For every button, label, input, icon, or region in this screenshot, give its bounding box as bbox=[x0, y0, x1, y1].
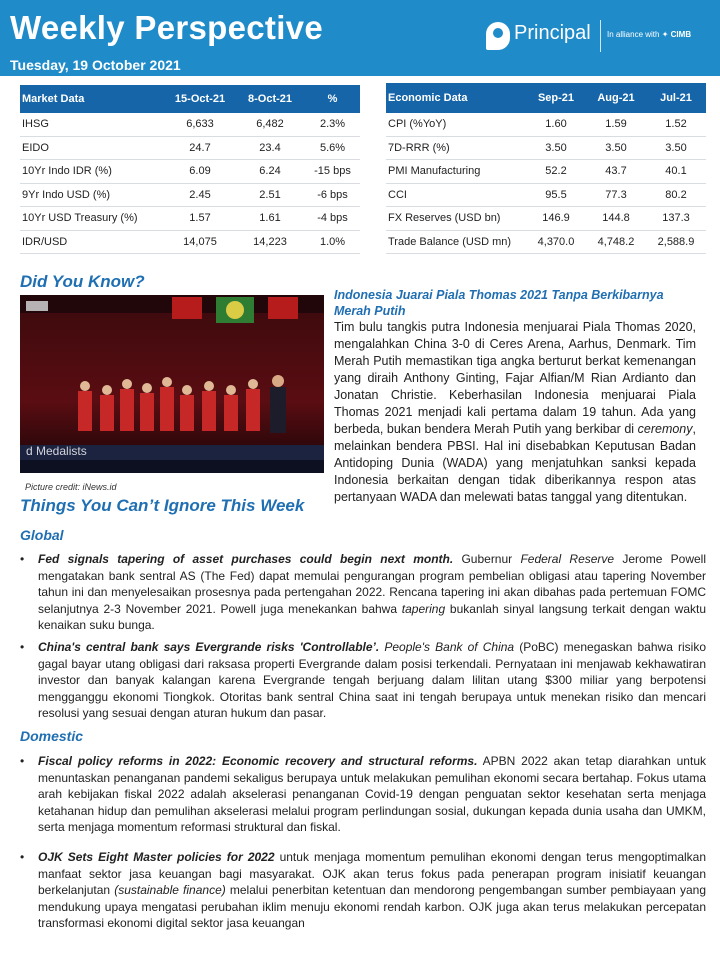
row-label: FX Reserves (USD bn) bbox=[388, 212, 501, 225]
list-item-emphasis: Federal Reserve bbox=[520, 552, 615, 566]
row-value: 77.3 bbox=[605, 188, 627, 201]
row-label: IDR/USD bbox=[22, 235, 68, 248]
logo-alliance-text bbox=[607, 30, 691, 39]
economic-header-label: Economic Data bbox=[388, 92, 468, 104]
row-value: 2.3% bbox=[319, 118, 346, 131]
list-item-text bbox=[38, 551, 706, 634]
row-value: 146.9 bbox=[542, 212, 570, 225]
list-item-emphasis: tapering bbox=[401, 601, 446, 616]
list-item-part: bukanlah sinyal langsung terkait dengan waktu kenaikan suku bunga. bbox=[38, 601, 706, 633]
market-table-header bbox=[20, 85, 360, 113]
row-value: 52.2 bbox=[545, 165, 567, 178]
row-value: 144.8 bbox=[602, 212, 630, 225]
table-row bbox=[20, 113, 360, 137]
page-title: Weekly Perspective bbox=[10, 9, 323, 46]
row-value: 4,370.0 bbox=[537, 235, 575, 248]
table-row bbox=[386, 184, 706, 208]
market-header-col1: 15-Oct-21 bbox=[174, 93, 226, 105]
row-value: 24.7 bbox=[189, 141, 211, 154]
row-value: 6.09 bbox=[189, 165, 211, 178]
photo-credit: Picture credit: iNews.id bbox=[25, 482, 117, 492]
list-item-emphasis: (sustainable finance) bbox=[114, 883, 226, 898]
article-body-part: Tim bulu tangkis putra Indonesia menjuarai Piala Thomas 2020, mengalahkan China 3-0 di Ceres Arena, Aarhus, Denmark. Tim Merah Putih memastikan tiga angka berturut berkat kemenangan yang diraih Anthony Ginting, Fajar Alfian/M Rian Ardianto dan Jonatan Christie. Keberhasilan Indonesia menjuarai Piala Thomas 2021 menjadi kali pertama dalam 19 tahun. Ada yang berbeda, bukan bendera Merah Putih yang berkibar di bbox=[334, 320, 696, 436]
row-value: 2.45 bbox=[189, 188, 211, 201]
row-value: 3.50 bbox=[665, 141, 687, 154]
article-body-part: , melainkan bendera PBSI. Hal ini disebabkan Keputusan Badan Antidoping Dunia (WADA) yang menjatuhkan sanksi kepada Indonesia berkaitan dengan tidak diberikannya respon atas pertanyaan WADA dan melewati batas tanggal yang ditentukan. bbox=[334, 422, 696, 504]
table-row bbox=[20, 184, 360, 208]
bullet-icon: • bbox=[20, 552, 25, 566]
list-item-text bbox=[38, 639, 706, 722]
list-item-part: untuk menjaga momentum pemulihan ekonomi dengan terus mengoptimalkan manfaat sektor jasa keuangan bagi masyarakat. OJK akan terus fokus pada penerapan program inisiatif keuangan berkelanjutan bbox=[38, 850, 707, 898]
things-heading: Things You Can’t Ignore This Week bbox=[20, 496, 305, 515]
row-value: 3.50 bbox=[545, 141, 567, 154]
economic-table-header bbox=[386, 83, 706, 113]
ceremony-illustration bbox=[20, 295, 324, 473]
table-row bbox=[386, 160, 706, 184]
list-item-lead: Fiscal policy reforms in 2022: Economic recovery and structural reforms. bbox=[38, 754, 478, 768]
row-value: -4 bps bbox=[317, 212, 348, 225]
table-row bbox=[20, 207, 360, 231]
list-item bbox=[20, 551, 706, 634]
domestic-subheading: Domestic bbox=[20, 728, 84, 744]
publication-date: Tuesday, 19 October 2021 bbox=[10, 57, 181, 73]
market-header-col2: 8-Oct-21 bbox=[247, 93, 293, 105]
row-value: 2.51 bbox=[259, 188, 281, 201]
list-item-emphasis: People's Bank of China bbox=[384, 640, 515, 654]
list-item-part: Gubernur bbox=[453, 552, 521, 566]
row-value: 1.60 bbox=[545, 118, 567, 131]
row-value: 4,748.2 bbox=[597, 235, 635, 248]
table-row bbox=[20, 160, 360, 184]
list-item-part: (PoBC) menegaskan bahwa risiko gagal bayar utang obligasi dari raksasa properti Evergrande dalam posisi terkendali. Pernyataan ini menjawab kekhawatiran investor dan banyak kalangan karena Evergrande tengah berjuang dalam lilitan utang $300 miliar yang berpotensi mengganggu ekonomi Tiongkok. Otoritas bank sentral China saat ini tengah berupaya untuk menekan risiko dan mencari resolusi yang sesuai dengan aturan hukum dan pasar. bbox=[38, 640, 706, 721]
row-value: 2,588.9 bbox=[657, 235, 695, 248]
row-label: IHSG bbox=[22, 118, 49, 131]
row-value: 1.0% bbox=[319, 235, 346, 248]
principal-mark-icon bbox=[486, 22, 510, 50]
alliance-label: In alliance with bbox=[607, 30, 660, 39]
economic-header-col2: Aug-21 bbox=[597, 92, 635, 104]
logo-divider bbox=[600, 20, 601, 52]
article-body bbox=[334, 319, 696, 506]
row-label: 10Yr Indo IDR (%) bbox=[22, 165, 112, 178]
row-value: -6 bps bbox=[317, 188, 348, 201]
economic-header-col3: Jul-21 bbox=[660, 92, 692, 104]
list-item bbox=[20, 753, 706, 836]
row-label: PMI Manufacturing bbox=[388, 165, 481, 178]
logo-brand-text: Principal bbox=[514, 22, 591, 44]
row-value: 3.50 bbox=[605, 141, 627, 154]
principal-logo bbox=[486, 20, 716, 54]
row-value: 95.5 bbox=[545, 188, 567, 201]
global-subheading: Global bbox=[20, 527, 64, 543]
row-value: 1.61 bbox=[259, 212, 281, 225]
row-value: 6.24 bbox=[259, 165, 281, 178]
row-value: -15 bps bbox=[314, 165, 351, 178]
list-item-part: APBN 2022 akan tetap diarahkan untuk menuntaskan penanganan pandemi sekaligus berupaya untuk melakukan pemulihan ekonomi secara bertahap. Fokus utama arah kebijakan fiskal 2022 adalah akselerasi penanganan Covid-19 dengan penguatan sektor kesehatan serta menjaga ketahanan hidup dan pemulihan akselerasi melalui program perlindungan sosial, dukungan kepada dunia usaha dan UMKM, serta menjaga momentum reformasi struktural dan fiskal. bbox=[38, 754, 706, 835]
table-row bbox=[20, 137, 360, 161]
list-item-lead: China's central bank says Evergrande risks 'Controllable’. bbox=[38, 640, 380, 654]
bullet-icon: • bbox=[20, 754, 25, 768]
market-data-table bbox=[20, 85, 360, 254]
list-item-part: Jerome Powell mengatakan bank sentral AS (The Fed) dapat memulai pengurangan program pembelian obligasi atau tapering November tahun ini dan menyelesaikan prosesnya pada pertengahan 2022. Rencana tapering ini akan dibahas pada pertemuan FOMC selanjutnya 2-3 November 2021. Powell juga menekankan bahwa bbox=[38, 552, 707, 616]
table-row bbox=[386, 207, 706, 231]
row-label: Trade Balance (USD mn) bbox=[388, 235, 512, 248]
list-item-text bbox=[38, 753, 706, 836]
row-label: EIDO bbox=[22, 141, 49, 154]
row-label: 10Yr USD Treasury (%) bbox=[22, 212, 138, 225]
did-you-know-article bbox=[334, 287, 696, 506]
row-value: 6,482 bbox=[256, 118, 284, 131]
row-label: 7D-RRR (%) bbox=[388, 141, 450, 154]
row-label: CCI bbox=[388, 188, 407, 201]
bullet-icon: • bbox=[20, 640, 25, 654]
cimb-star-icon: ✦ bbox=[661, 30, 669, 39]
row-value: 1.52 bbox=[665, 118, 687, 131]
row-value: 137.3 bbox=[662, 212, 690, 225]
row-value: 14,223 bbox=[253, 235, 287, 248]
list-item bbox=[20, 639, 706, 722]
economic-header-col1: Sep-21 bbox=[537, 92, 575, 104]
article-body-emphasis: ceremony bbox=[637, 422, 693, 436]
row-label: 9Yr Indo USD (%) bbox=[22, 188, 111, 201]
list-item-lead: OJK Sets Eight Master policies for 2022 bbox=[38, 850, 275, 864]
economic-data-table bbox=[386, 83, 706, 254]
market-header-col3: % bbox=[327, 93, 338, 105]
bullet-icon: • bbox=[20, 850, 25, 864]
table-row bbox=[386, 137, 706, 161]
list-item-part: melalui penerbitan ketentuan dan mendorong pengembangan sumber pembiayaan yang mendukung upaya mengatasi perubahan iklim menuju ekonomi rendah karbon. OJK juga akan terus melakukan percepatan transformasi ekonomi digital sektor jasa keuangan bbox=[38, 883, 707, 931]
list-item-lead: Fed signals tapering of asset purchases could begin next month. bbox=[38, 552, 454, 566]
photo-banner-text: d Medalists bbox=[26, 444, 87, 458]
thomas-cup-photo bbox=[20, 295, 324, 473]
row-value: 23.4 bbox=[259, 141, 281, 154]
row-value: 1.57 bbox=[189, 212, 211, 225]
row-value: 6,633 bbox=[186, 118, 214, 131]
row-value: 80.2 bbox=[665, 188, 687, 201]
table-row bbox=[386, 113, 706, 137]
row-value: 1.59 bbox=[605, 118, 627, 131]
table-row bbox=[20, 231, 360, 255]
market-header-label: Market Data bbox=[22, 93, 85, 105]
list-item bbox=[20, 849, 706, 932]
row-value: 40.1 bbox=[665, 165, 687, 178]
table-row bbox=[386, 231, 706, 255]
row-value: 43.7 bbox=[605, 165, 627, 178]
article-title: Indonesia Juarai Piala Thomas 2021 Tanpa Berkibarnya Merah Putih bbox=[334, 288, 664, 318]
row-value: 14,075 bbox=[183, 235, 217, 248]
header-banner bbox=[0, 0, 720, 76]
cimb-label: CIMB bbox=[670, 30, 692, 39]
row-label: CPI (%YoY) bbox=[388, 118, 447, 131]
list-item-text bbox=[38, 849, 706, 932]
row-value: 5.6% bbox=[319, 141, 346, 154]
did-you-know-heading: Did You Know? bbox=[20, 272, 145, 291]
